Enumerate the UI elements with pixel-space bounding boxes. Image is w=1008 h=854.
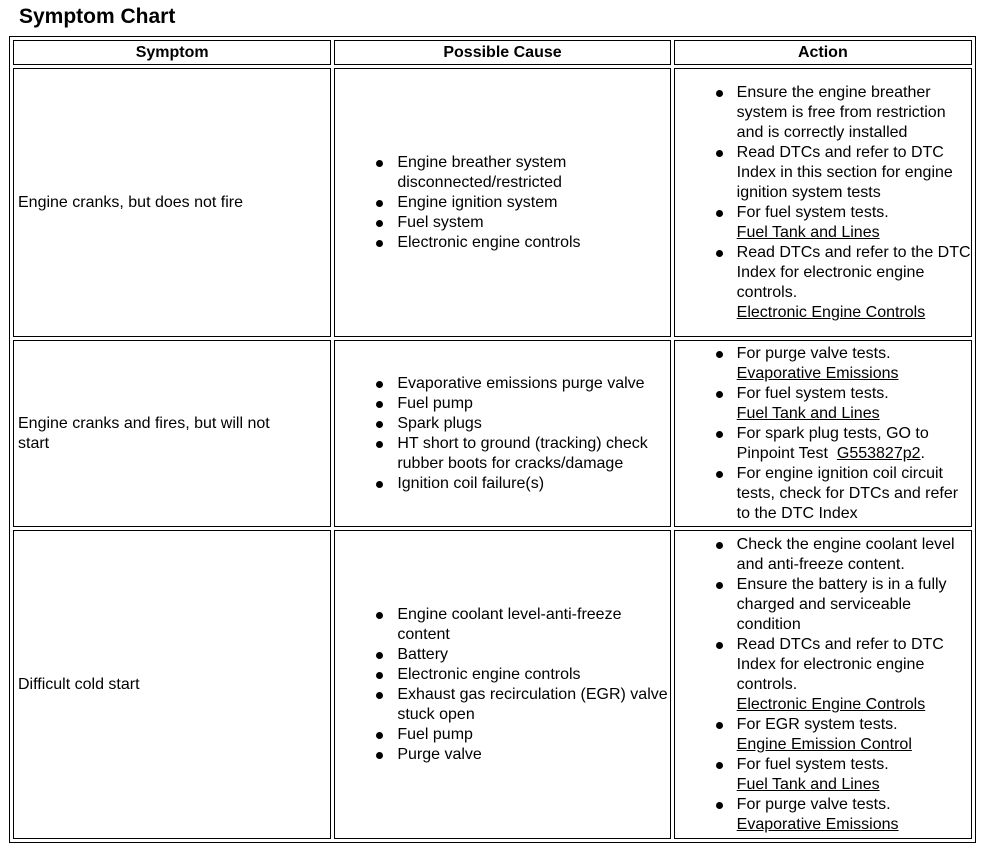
symptom-chart-table <box>9 36 976 843</box>
list-item <box>675 344 971 384</box>
link-electronic-engine-controls[interactable]: Electronic Engine Controls <box>736 303 926 321</box>
cause-list <box>335 374 669 494</box>
cause-cell <box>334 68 670 337</box>
list-item: HT short to ground (tracking) check rubber boots for cracks/damage <box>335 434 669 474</box>
action-text: For spark plug tests, GO to Pinpoint Test <box>736 424 929 462</box>
action-text: Check the engine coolant level and anti-freeze content. <box>736 535 955 573</box>
action-text: For purge valve tests. <box>736 344 891 362</box>
list-item: Fuel system <box>335 213 669 233</box>
list-item: Battery <box>335 645 669 665</box>
action-text: For fuel system tests. <box>736 755 889 773</box>
list-item <box>675 83 971 143</box>
header-action: Action <box>674 40 972 65</box>
list-item: Electronic engine controls <box>335 665 669 685</box>
link-fuel-tank-and-lines[interactable]: Fuel Tank and Lines <box>736 404 880 422</box>
list-item <box>675 143 971 203</box>
list-item <box>675 424 971 464</box>
list-item: Engine coolant level-anti-freeze content <box>335 605 669 645</box>
list-item <box>675 464 971 524</box>
list-item <box>675 575 971 635</box>
action-text: Read DTCs and refer to DTC Index for electronic engine controls. <box>736 635 944 693</box>
link-electronic-engine-controls[interactable]: Electronic Engine Controls <box>736 695 926 713</box>
list-item: Engine ignition system <box>335 193 669 213</box>
list-item: Evaporative emissions purge valve <box>335 374 669 394</box>
action-text: For EGR system tests. <box>736 715 898 733</box>
header-possible-cause: Possible Cause <box>334 40 670 65</box>
page-title: Symptom Chart <box>19 5 176 28</box>
symptom-cell: Difficult cold start <box>13 530 331 839</box>
action-list <box>675 344 971 524</box>
action-cell <box>674 68 972 337</box>
list-item <box>675 203 971 243</box>
link-engine-emission-control[interactable]: Engine Emission Control <box>736 735 912 753</box>
action-text: For fuel system tests. <box>736 384 889 402</box>
action-list <box>675 83 971 323</box>
list-item <box>675 715 971 755</box>
list-item <box>675 755 971 795</box>
cause-list <box>335 605 669 765</box>
action-cell <box>674 340 972 527</box>
action-text: Ensure the battery is in a fully charged and serviceable condition <box>736 575 947 633</box>
list-item: Electronic engine controls <box>335 233 669 253</box>
action-suffix: . <box>920 444 925 462</box>
action-list <box>675 535 971 835</box>
table-header-row <box>13 40 972 65</box>
table-row <box>13 68 972 337</box>
action-text: Read DTCs and refer to DTC Index in this section for engine ignition system tests <box>736 143 953 201</box>
link-pinpoint-test[interactable]: G553827p2 <box>836 444 921 462</box>
action-text: For purge valve tests. <box>736 795 891 813</box>
link-evaporative-emissions[interactable]: Evaporative Emissions <box>736 815 899 833</box>
action-text: For fuel system tests. <box>736 203 889 221</box>
list-item <box>675 243 971 323</box>
list-item: Engine breather system disconnected/restricted <box>335 153 669 193</box>
link-evaporative-emissions[interactable]: Evaporative Emissions <box>736 364 899 382</box>
list-item: Spark plugs <box>335 414 669 434</box>
table-row <box>13 340 972 527</box>
symptom-cell: Engine cranks, but does not fire <box>13 68 331 337</box>
action-text: For engine ignition coil circuit tests, check for DTCs and refer to the DTC Index <box>736 464 959 522</box>
symptom-cell: Engine cranks and fires, but will not start <box>13 340 331 527</box>
action-cell <box>674 530 972 839</box>
cause-list <box>335 153 669 253</box>
table-row <box>13 530 972 839</box>
list-item <box>675 635 971 715</box>
link-fuel-tank-and-lines[interactable]: Fuel Tank and Lines <box>736 775 880 793</box>
link-fuel-tank-and-lines[interactable]: Fuel Tank and Lines <box>736 223 880 241</box>
cause-cell <box>334 530 670 839</box>
action-text: Read DTCs and refer to the DTC Index for electronic engine controls. <box>736 243 971 301</box>
action-text: Ensure the engine breather system is free from restriction and is correctly installed <box>736 83 946 141</box>
list-item <box>675 535 971 575</box>
list-item: Exhaust gas recirculation (EGR) valve stuck open <box>335 685 669 725</box>
list-item <box>675 795 971 835</box>
list-item <box>675 384 971 424</box>
header-symptom: Symptom <box>13 40 331 65</box>
list-item: Purge valve <box>335 745 669 765</box>
list-item: Fuel pump <box>335 394 669 414</box>
list-item: Ignition coil failure(s) <box>335 474 669 494</box>
list-item: Fuel pump <box>335 725 669 745</box>
cause-cell <box>334 340 670 527</box>
